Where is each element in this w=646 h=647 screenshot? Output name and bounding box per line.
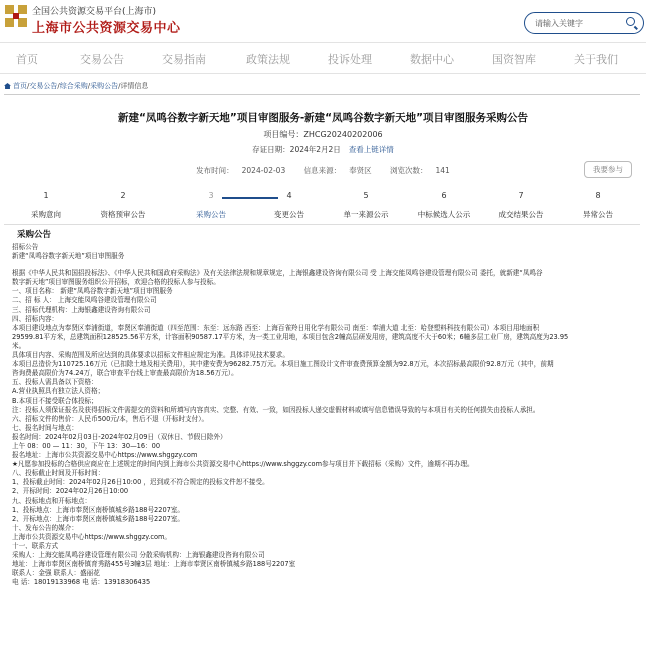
body-line: 八、投标截止时间及开标时间： [12, 469, 105, 478]
body-line [12, 261, 640, 269]
search-placeholder: 请输入关键字 [535, 19, 583, 28]
step-procurement-intent[interactable]: 采购意向 [31, 210, 61, 219]
info-source-value: 奉贤区 [349, 166, 372, 175]
site-header [0, 0, 646, 42]
body-line: 报名地址：上海市公共资源交易中心https://www.shggzy.com [12, 451, 198, 460]
view-chain-details-link[interactable]: 查看上链详情 [348, 145, 394, 154]
body-line: 上午 08：00 — 11：30，下午 13：30—16：00 [12, 441, 161, 450]
project-number-label: 项目编号： [263, 130, 304, 139]
project-number [0, 129, 646, 140]
breadcrumb-current: 详情信息 [120, 82, 149, 90]
project-number-value: ZHCG20240202006 [303, 130, 383, 139]
nav-policies[interactable]: 政策法规 [246, 53, 290, 66]
body-line: 上海市公共资源交易中心https://www.shggzy.com。 [12, 532, 172, 541]
body-line: 二、招 标 人： 上海交能凤鸣谷建设管理有限公司 [12, 296, 157, 305]
nav-data-center[interactable]: 数据中心 [410, 53, 454, 66]
step-number: 5 [363, 191, 369, 200]
nav-about[interactable]: 关于我们 [574, 53, 618, 66]
body-line: 报名时间：2024年02月03日-2024年02月09日（双休日、节假日除外） [12, 432, 227, 441]
body-line: 注：投标人须保证报名及获得招标文件需提交的资料和所填写内容真实、完整、有效、一致，如因投标人递交虚假材料或填写信息错误导致的与本项目有关的任何损失由投标人承担。 [12, 405, 540, 414]
join-button[interactable]: 我要参与 [584, 161, 632, 178]
body-line: 根据《中华人民共和国招投标法》、《中华人民共和国政府采购法》及有关法律法规和规章规定，上海银鑫建设咨询有限公司 受 上海交能凤鸣谷建设管理有限公司 委托，就新建“凤鸣谷 [12, 269, 543, 278]
view-count [386, 166, 454, 175]
body-line: 1、投标截止时间：2024年02月26日10:00 ，迟到或不符合规定的投标文件恕不接受。 [12, 478, 269, 487]
body-line: 米。 [12, 341, 26, 350]
cert-time-label: 存证日期： [252, 145, 290, 154]
search-icon[interactable] [626, 17, 635, 26]
body-line: 六、招标文件的售价：人民币500元/本，售后不退（开标时支付）。 [12, 414, 209, 423]
step-deal-result[interactable]: 成交结果公告 [498, 210, 544, 219]
site-logo-icon[interactable] [4, 4, 28, 28]
breadcrumb-comprehensive-procurement[interactable]: 综合采购 [59, 82, 88, 90]
body-line: 本项目建设地点为奉贤区奉浦街道，奉贤区奉浦街道（四至范围：东至：远东路 西至：上海百雀羚日用化学有限公司 南至：奉浦大道 北至：哈登塑料科技有限公司）本项目用地面积 [12, 323, 540, 332]
step-exception-notice[interactable]: 异常公告 [583, 210, 613, 219]
platform-name: 全国公共资源交易平台(上海市) [32, 7, 157, 17]
body-line: 三、招标代理机构：上海银鑫建设咨询有限公司 [12, 305, 151, 314]
body-line: 咨询费最高限价为74.24万，联合审查平台线上审查最高限价为18.56万元）。 [12, 369, 238, 378]
search-input[interactable] [524, 12, 644, 34]
body-line: 十、发布公告的媒介： [12, 523, 78, 532]
step-number: 1 [43, 191, 49, 200]
body-line: 五、投标人需具备以下资格： [12, 378, 98, 387]
breadcrumb-procurement-notices[interactable]: 采购公告 [90, 82, 119, 90]
breadcrumb-separator: / [27, 82, 30, 90]
body-line: ★凡愿参加投标的合格供应商应在上述规定的时间内到上海市公共资源交易中心https://www.shggzy.com参与项目并下载招标（采购）文件，逾期不再办理。 [12, 460, 474, 469]
active-step-indicator [222, 197, 278, 199]
body-line: 一、项目名称： 新建“凤鸣谷数字新天地”项目审图服务 [12, 287, 173, 296]
step-bid-candidates[interactable]: 中标候选人公示 [417, 210, 471, 219]
body-line: 地址：上海市奉贤区南桥镇育秀路455号3幢3层 地址：上海市奉贤区南桥镇城乡路188号2207室 [12, 560, 296, 569]
nav-trade-guide[interactable]: 交易指南 [162, 53, 206, 66]
body-line: 数字新天地”项目审图服务组织公开招标，欢迎合格的投标人参与投标。 [12, 278, 220, 287]
publish-time [192, 166, 289, 175]
nav-home[interactable]: 首页 [16, 53, 38, 66]
step-number: 6 [441, 191, 447, 200]
step-number: 8 [595, 191, 601, 200]
publish-time-label: 发布时间： [196, 166, 234, 175]
body-line: 具体项目内容、采购范围及所应达到的具体要求以招标文件相应规定为准。具体详见技术要求。 [12, 351, 289, 360]
breadcrumb-home[interactable]: 首页 [13, 82, 27, 90]
step-number: 3 [208, 191, 214, 200]
breadcrumb [4, 81, 148, 91]
publish-time-value: 2024-02-03 [241, 166, 286, 175]
nav-complaints[interactable]: 投诉处理 [328, 53, 372, 66]
body-line: 2、开标地点：上海市奉贤区南桥镇城乡路188号2207室。 [12, 514, 185, 523]
body-line: 十一、联系方式 [12, 542, 59, 550]
nav-think-tank[interactable]: 国资智库 [492, 53, 536, 66]
body-line: 29599.81平方米，总建筑面积128525.56平方米，计容面积90587.17平方米，为一类工业用地，本项目包含2幢高层研发用房，建筑高度不大于60米；6幢多层工业厂房，建筑高度为23.95 [12, 332, 569, 341]
body-line: 电 话：18019133968 电 话：13918306435 [12, 578, 151, 587]
breadcrumb-separator: / [87, 82, 91, 90]
section-title: 采购公告 [17, 230, 52, 240]
body-line: 联系人：金强 联系人：盛丽花 [12, 569, 100, 578]
body-line: A.营业执照具有独立法人资格； [12, 387, 105, 396]
certificate-info [0, 144, 646, 155]
site-title[interactable]: 上海市公共资源交易中心 [32, 21, 181, 36]
article-meta [0, 165, 646, 176]
body-line: 1、投标地点：上海市奉贤区南桥镇城乡路188号2207室。 [12, 505, 185, 514]
body-line: 九、投标地点和开标地点： [12, 496, 92, 505]
step-number: 7 [518, 191, 524, 200]
body-line: B.本项目不接受联合体投标； [12, 396, 98, 405]
breadcrumb-separator: / [118, 82, 121, 90]
info-source [300, 166, 376, 175]
body-line: 采购人：上海交能凤鸣谷建设管理有限公司 分散采购机构：上海银鑫建设咨询有限公司 [12, 551, 265, 560]
step-number: 4 [286, 191, 292, 200]
body-line: 新建“凤鸣谷数字新天地”项目审图服务 [12, 252, 125, 261]
body-line: 七、报名时间与地点： [12, 423, 78, 432]
divider [4, 94, 640, 95]
page-title: 新建“凤鸣谷数字新天地”项目审图服务-新建“凤鸣谷数字新天地”项目审图服务采购公告 [118, 112, 528, 124]
announcement-body [12, 243, 640, 587]
view-count-value: 141 [435, 166, 450, 175]
main-nav [0, 42, 646, 74]
body-line: 2、开标时间：2024年02月26日10:00 [12, 487, 129, 496]
breadcrumb-separator: / [57, 82, 60, 90]
cert-time-value: 2024年2月2日 [289, 145, 341, 154]
step-change-notice[interactable]: 变更公告 [274, 210, 304, 219]
body-line: 招标公告 [12, 243, 39, 251]
body-line: 四、招标内容： [12, 314, 59, 323]
nav-trade-notices[interactable]: 交易公告 [80, 53, 124, 66]
step-procurement-notice[interactable]: 采购公告 [196, 210, 226, 219]
home-icon[interactable] [4, 83, 11, 89]
step-prequalification-notice[interactable]: 资格预审公告 [100, 210, 146, 219]
step-single-source[interactable]: 单一来源公示 [343, 210, 389, 219]
view-count-label: 浏览次数： [390, 166, 428, 175]
divider [4, 224, 640, 225]
info-source-label: 信息来源： [303, 166, 342, 175]
body-line: 本项目总造价为110725.16万元（已扣除土地及相关费用），其中建安费为96282.75万元。本项目施工图设计文件审查费预算金额为92.8万元，本次招标最高限价92.8万元（其中，前期 [12, 360, 554, 369]
breadcrumb-trade-notices[interactable]: 交易公告 [29, 82, 58, 90]
step-number: 2 [120, 191, 126, 200]
